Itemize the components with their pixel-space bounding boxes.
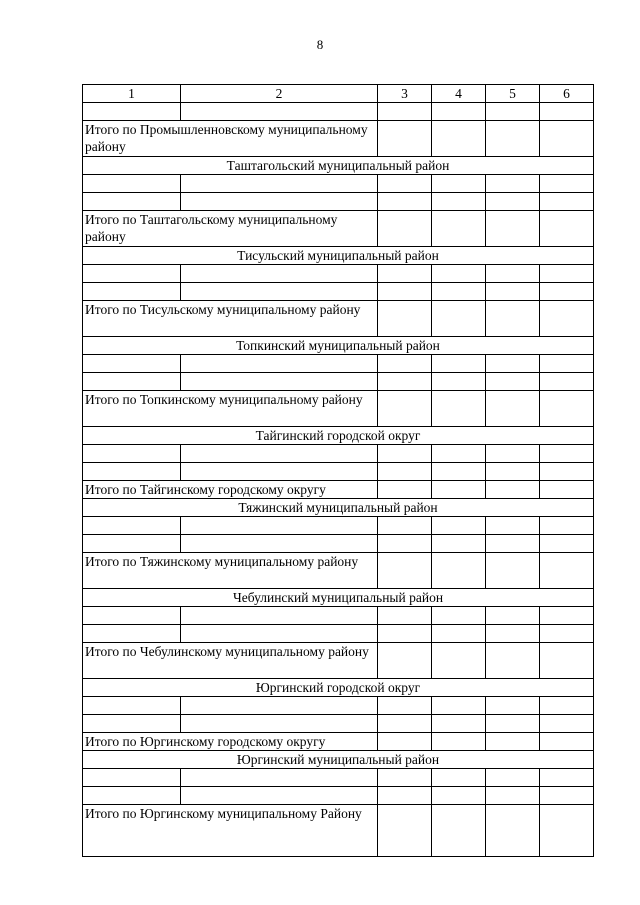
empty-cell: [432, 445, 486, 463]
section-row: [83, 247, 594, 265]
empty-cell: [486, 517, 540, 535]
total-value-cell: [486, 733, 540, 751]
empty-row: [83, 103, 594, 121]
empty-row: [83, 517, 594, 535]
total-row: [83, 733, 594, 751]
total-value-cell: [540, 553, 594, 589]
total-value-cell: [486, 121, 540, 157]
empty-cell: [540, 607, 594, 625]
empty-row: [83, 445, 594, 463]
total-value-cell: [432, 805, 486, 857]
empty-cell: [181, 193, 378, 211]
empty-cell: [486, 265, 540, 283]
empty-cell: [540, 103, 594, 121]
empty-cell: [540, 769, 594, 787]
total-label: Итого по Юргинскому муниципальному Району: [83, 805, 378, 857]
section-row: [83, 157, 594, 175]
total-value-cell: [432, 121, 486, 157]
empty-cell: [486, 103, 540, 121]
empty-cell: [378, 769, 432, 787]
total-value-cell: [540, 805, 594, 857]
empty-cell: [486, 535, 540, 553]
column-header-4: 4: [432, 85, 486, 103]
empty-cell: [540, 445, 594, 463]
total-value-cell: [486, 481, 540, 499]
empty-cell: [83, 715, 181, 733]
empty-row: [83, 175, 594, 193]
total-value-cell: [378, 643, 432, 679]
empty-cell: [432, 607, 486, 625]
empty-cell: [181, 445, 378, 463]
total-value-cell: [378, 733, 432, 751]
empty-cell: [83, 697, 181, 715]
empty-cell: [540, 355, 594, 373]
total-value-cell: [432, 391, 486, 427]
total-value-cell: [486, 643, 540, 679]
empty-row: [83, 787, 594, 805]
total-value-cell: [378, 553, 432, 589]
empty-cell: [83, 787, 181, 805]
total-value-cell: [540, 121, 594, 157]
empty-cell: [432, 787, 486, 805]
total-value-cell: [378, 301, 432, 337]
empty-cell: [83, 463, 181, 481]
empty-cell: [83, 283, 181, 301]
total-label: Итого по Юргинскому городскому округу: [83, 733, 378, 751]
total-value-cell: [432, 733, 486, 751]
section-title: Юргинский муниципальный район: [83, 751, 594, 769]
total-row: [83, 211, 594, 247]
empty-cell: [486, 193, 540, 211]
empty-cell: [181, 463, 378, 481]
page-number: 8: [316, 37, 324, 52]
empty-cell: [378, 697, 432, 715]
empty-cell: [83, 103, 181, 121]
total-value-cell: [378, 211, 432, 247]
total-value-cell: [432, 643, 486, 679]
empty-cell: [378, 103, 432, 121]
empty-cell: [181, 373, 378, 391]
section-row: [83, 427, 594, 445]
column-header-5: 5: [486, 85, 540, 103]
empty-cell: [83, 535, 181, 553]
total-value-cell: [540, 301, 594, 337]
empty-cell: [181, 535, 378, 553]
total-value-cell: [432, 553, 486, 589]
empty-cell: [83, 373, 181, 391]
empty-cell: [378, 193, 432, 211]
empty-cell: [432, 517, 486, 535]
total-value-cell: [540, 481, 594, 499]
column-header-2: 2: [181, 85, 378, 103]
empty-row: [83, 607, 594, 625]
empty-row: [83, 373, 594, 391]
section-title: Топкинский муниципальный район: [83, 337, 594, 355]
total-label: Итого по Промышленновскому муниципальному району: [83, 121, 378, 157]
total-row: [83, 481, 594, 499]
section-row: [83, 499, 594, 517]
total-value-cell: [540, 733, 594, 751]
total-value-cell: [378, 805, 432, 857]
section-title: Юргинский городской округ: [83, 679, 594, 697]
empty-row: [83, 769, 594, 787]
empty-cell: [486, 715, 540, 733]
empty-cell: [378, 715, 432, 733]
empty-cell: [540, 175, 594, 193]
total-value-cell: [486, 391, 540, 427]
empty-cell: [540, 265, 594, 283]
empty-cell: [540, 517, 594, 535]
empty-cell: [83, 769, 181, 787]
table-body: [83, 85, 594, 857]
empty-cell: [378, 607, 432, 625]
total-row: [83, 391, 594, 427]
empty-cell: [432, 103, 486, 121]
empty-cell: [378, 283, 432, 301]
empty-cell: [486, 625, 540, 643]
empty-cell: [378, 463, 432, 481]
empty-cell: [540, 463, 594, 481]
section-title: Чебулинский муниципальный район: [83, 589, 594, 607]
header-row: [83, 85, 594, 103]
empty-cell: [83, 265, 181, 283]
empty-cell: [540, 787, 594, 805]
empty-cell: [432, 175, 486, 193]
empty-cell: [181, 517, 378, 535]
empty-cell: [83, 517, 181, 535]
total-value-cell: [432, 481, 486, 499]
total-label: Итого по Чебулинскому муниципальному району: [83, 643, 378, 679]
total-row: [83, 301, 594, 337]
column-header-6: 6: [540, 85, 594, 103]
empty-cell: [83, 625, 181, 643]
total-value-cell: [486, 211, 540, 247]
empty-cell: [378, 355, 432, 373]
empty-cell: [486, 355, 540, 373]
section-title: Тайгинский городской округ: [83, 427, 594, 445]
total-value-cell: [378, 481, 432, 499]
empty-cell: [181, 283, 378, 301]
empty-cell: [432, 715, 486, 733]
total-value-cell: [486, 805, 540, 857]
empty-row: [83, 463, 594, 481]
empty-cell: [181, 697, 378, 715]
empty-cell: [486, 697, 540, 715]
empty-cell: [486, 283, 540, 301]
empty-cell: [181, 175, 378, 193]
empty-cell: [378, 373, 432, 391]
empty-cell: [432, 697, 486, 715]
total-label: Итого по Тисульскому муниципальному району: [83, 301, 378, 337]
empty-cell: [181, 787, 378, 805]
total-label: Итого по Таштагольскому муниципальному району: [83, 211, 378, 247]
total-label: Итого по Тяжинскому муниципальному району: [83, 553, 378, 589]
section-title: Тяжинский муниципальный район: [83, 499, 594, 517]
empty-cell: [540, 625, 594, 643]
total-row: [83, 805, 594, 857]
empty-cell: [181, 607, 378, 625]
empty-cell: [83, 607, 181, 625]
empty-row: [83, 265, 594, 283]
empty-cell: [181, 625, 378, 643]
empty-cell: [378, 445, 432, 463]
section-row: [83, 589, 594, 607]
empty-row: [83, 715, 594, 733]
empty-row: [83, 697, 594, 715]
total-value-cell: [540, 391, 594, 427]
empty-cell: [540, 697, 594, 715]
empty-cell: [486, 769, 540, 787]
total-value-cell: [378, 121, 432, 157]
section-title: Тисульский муниципальный район: [83, 247, 594, 265]
empty-cell: [486, 445, 540, 463]
empty-cell: [181, 103, 378, 121]
empty-cell: [486, 373, 540, 391]
total-value-cell: [432, 211, 486, 247]
empty-cell: [83, 445, 181, 463]
empty-cell: [83, 175, 181, 193]
section-row: [83, 751, 594, 769]
section-row: [83, 337, 594, 355]
empty-cell: [83, 355, 181, 373]
empty-cell: [432, 283, 486, 301]
empty-cell: [540, 283, 594, 301]
total-value-cell: [378, 391, 432, 427]
total-value-cell: [540, 643, 594, 679]
empty-cell: [181, 769, 378, 787]
empty-cell: [540, 715, 594, 733]
total-row: [83, 553, 594, 589]
empty-cell: [540, 193, 594, 211]
empty-cell: [83, 193, 181, 211]
report-table: [82, 84, 594, 857]
total-row: [83, 121, 594, 157]
section-title: Таштагольский муниципальный район: [83, 157, 594, 175]
empty-cell: [540, 373, 594, 391]
empty-cell: [432, 373, 486, 391]
empty-cell: [378, 787, 432, 805]
empty-row: [83, 355, 594, 373]
empty-cell: [378, 517, 432, 535]
empty-cell: [432, 535, 486, 553]
empty-cell: [432, 625, 486, 643]
empty-cell: [432, 463, 486, 481]
total-value-cell: [432, 301, 486, 337]
empty-cell: [486, 607, 540, 625]
empty-cell: [378, 625, 432, 643]
total-label: Итого по Топкинскому муниципальному району: [83, 391, 378, 427]
total-value-cell: [540, 211, 594, 247]
empty-cell: [378, 175, 432, 193]
total-label: Итого по Тайгинскому городскому округу: [83, 481, 378, 499]
empty-cell: [486, 175, 540, 193]
empty-row: [83, 535, 594, 553]
empty-cell: [432, 355, 486, 373]
column-header-3: 3: [378, 85, 432, 103]
empty-cell: [378, 265, 432, 283]
empty-cell: [486, 463, 540, 481]
empty-row: [83, 283, 594, 301]
total-value-cell: [486, 553, 540, 589]
total-row: [83, 643, 594, 679]
empty-cell: [181, 715, 378, 733]
empty-cell: [378, 535, 432, 553]
empty-cell: [432, 265, 486, 283]
empty-cell: [181, 265, 378, 283]
empty-cell: [432, 193, 486, 211]
empty-cell: [181, 355, 378, 373]
empty-cell: [540, 535, 594, 553]
column-header-1: 1: [83, 85, 181, 103]
empty-cell: [432, 769, 486, 787]
total-value-cell: [486, 301, 540, 337]
section-row: [83, 679, 594, 697]
empty-row: [83, 193, 594, 211]
empty-row: [83, 625, 594, 643]
empty-cell: [486, 787, 540, 805]
